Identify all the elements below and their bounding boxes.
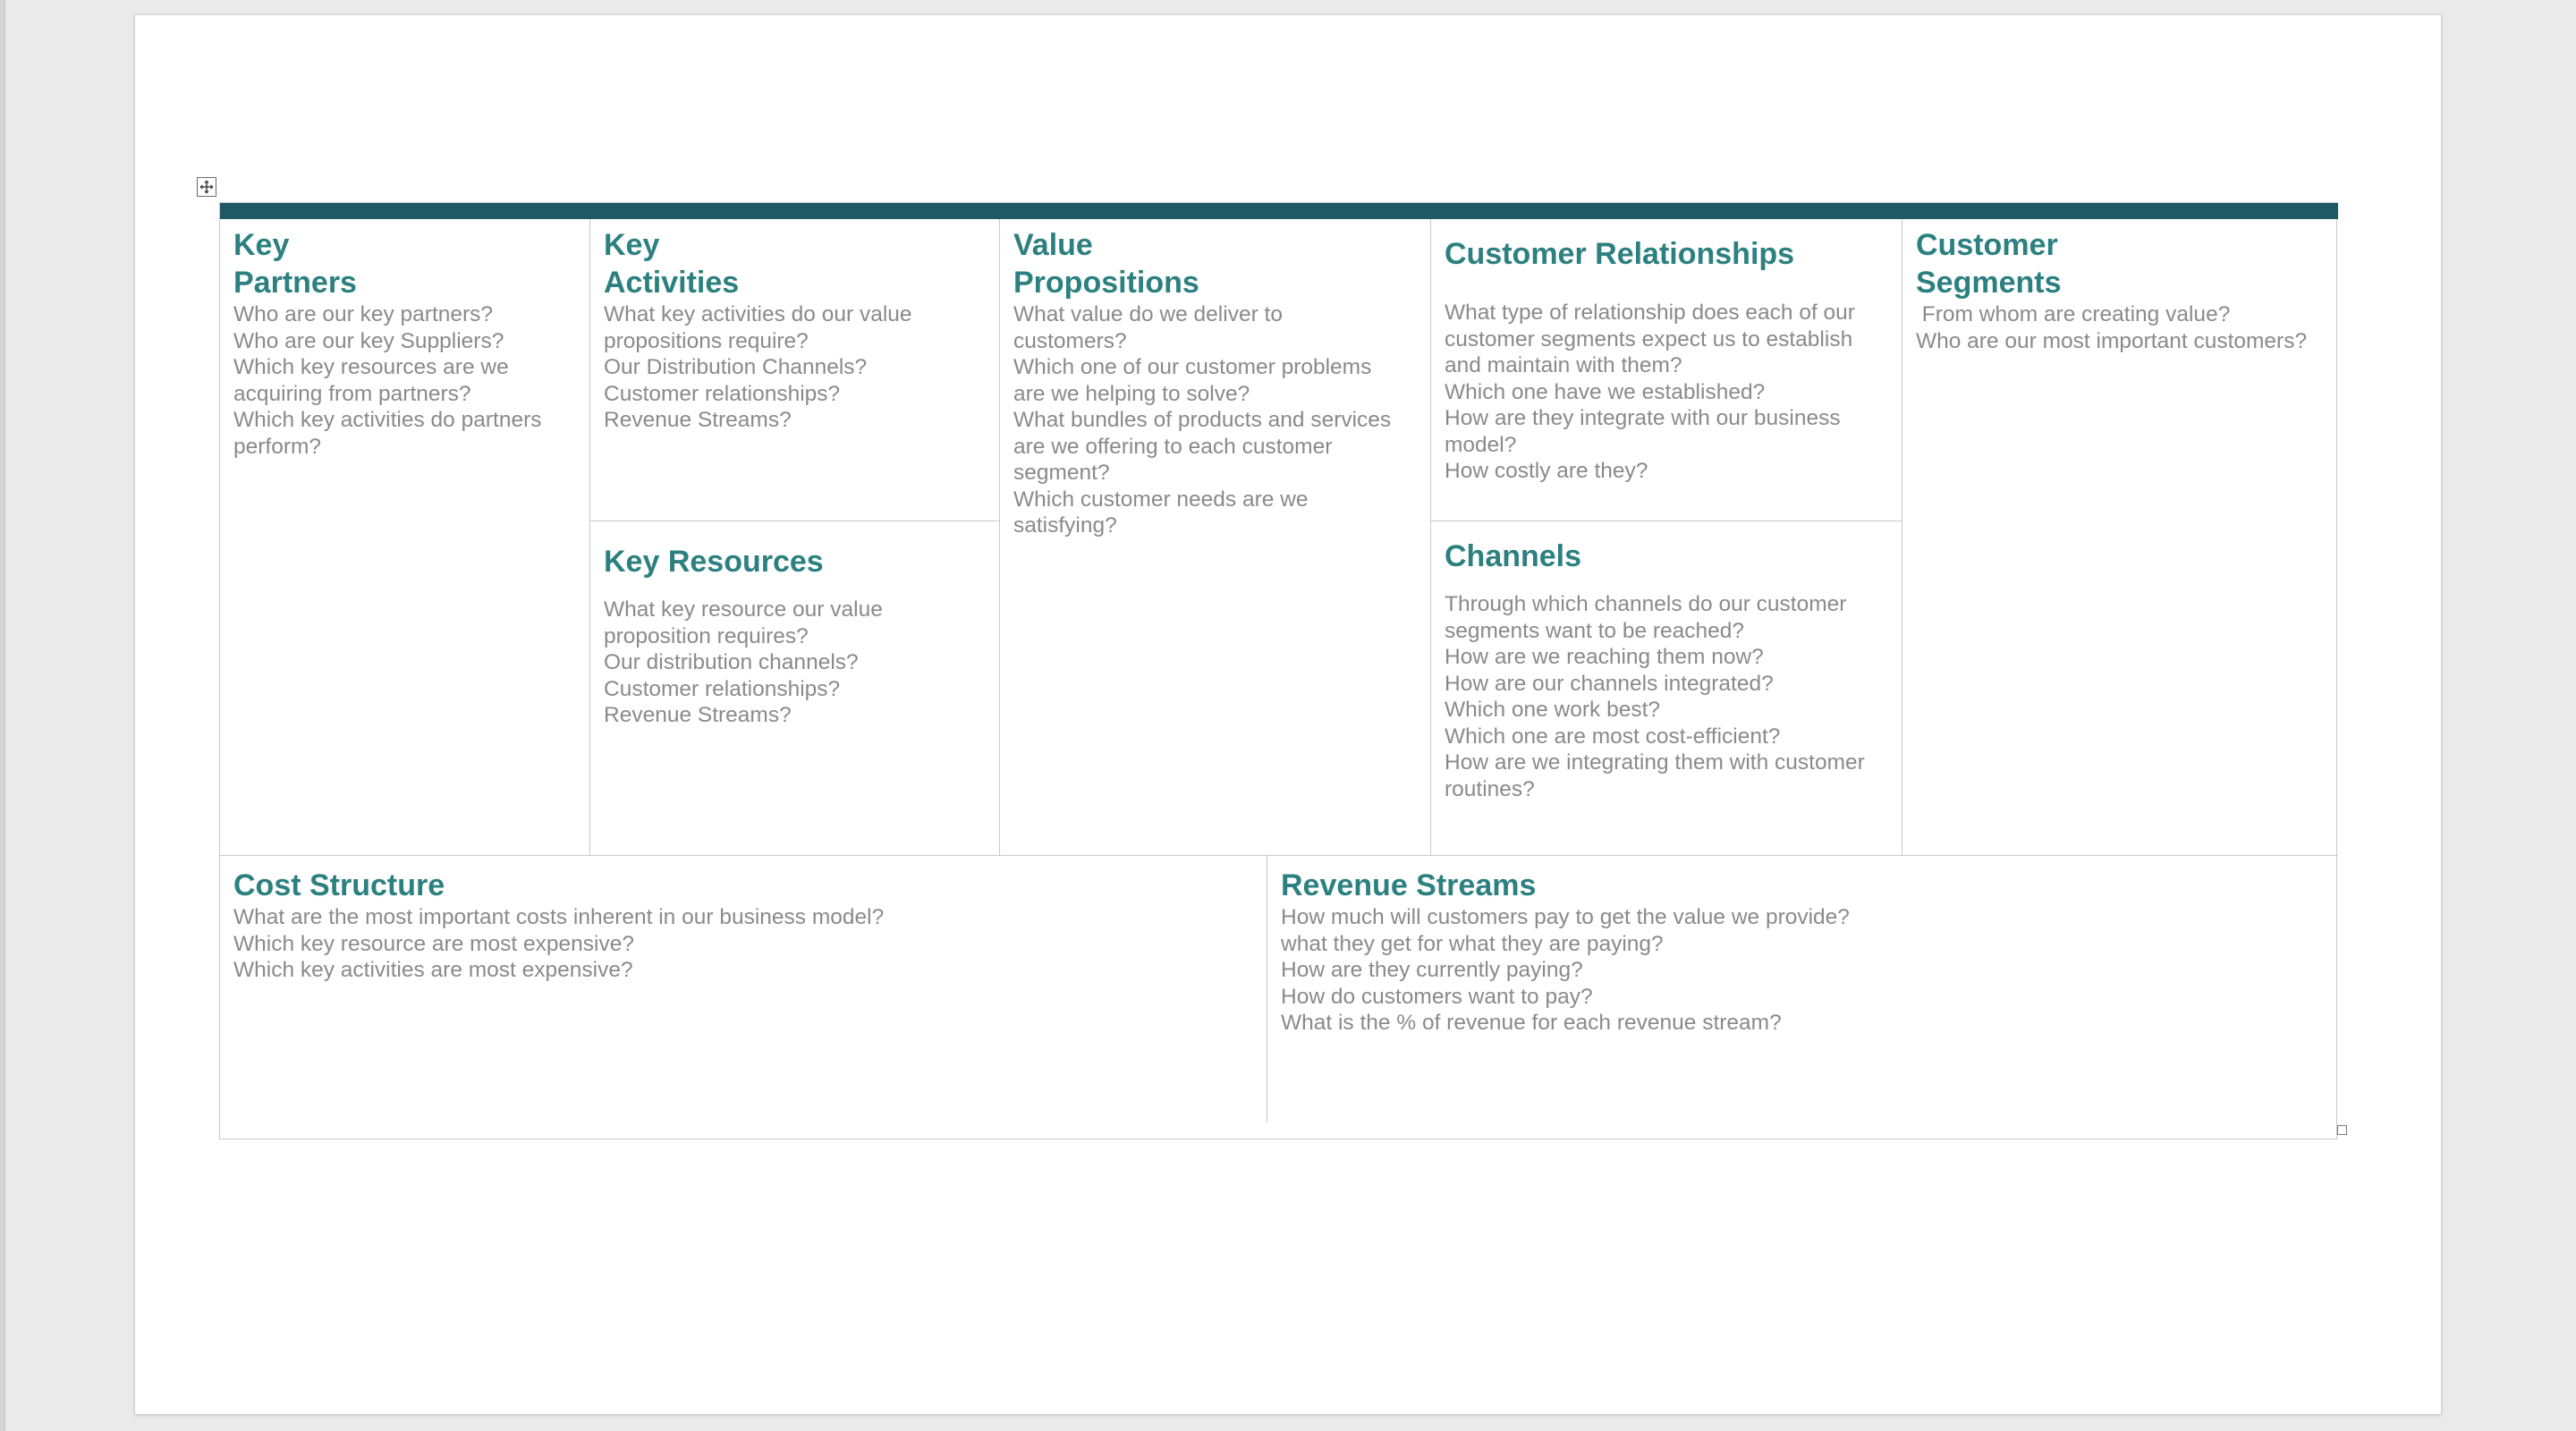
question-line: Revenue Streams? <box>604 408 792 432</box>
customer-relationships-questions <box>1445 300 1889 485</box>
value-propositions-questions <box>1013 301 1418 539</box>
question-line: segments want to be reached? <box>1445 618 1745 643</box>
question-line: What bundles of products and services <box>1013 408 1392 432</box>
question-line: what they get for what they are paying? <box>1281 931 1664 956</box>
question-line: What value do we deliver to <box>1013 302 1283 326</box>
question-line: Customer relationships? <box>604 381 841 406</box>
customer-relationships-heading: Customer Relationships <box>1445 237 1795 271</box>
question-line: Which one of our customer problems <box>1013 355 1372 379</box>
table-resize-handle[interactable] <box>2337 1125 2347 1135</box>
question-line: model? <box>1445 432 1517 457</box>
key-partners-cell[interactable] <box>220 219 590 856</box>
key-activities-heading: Key Activities <box>604 228 740 300</box>
channels-cell[interactable] <box>1431 521 1902 856</box>
question-line: How much will customers pay to get the value we provide? <box>1281 905 1850 929</box>
question-line: What key activities do our value <box>604 302 912 326</box>
cost-structure-heading: Cost Structure <box>233 868 445 902</box>
question-line: How are we integrating them with customer <box>1445 750 1865 775</box>
document-page[interactable] <box>134 14 2442 1415</box>
question-line: are we offering to each customer <box>1013 434 1333 459</box>
key-partners-heading: Key Partners <box>233 228 357 300</box>
key-partners-questions <box>233 301 577 460</box>
question-line: acquiring from partners? <box>233 381 471 406</box>
channels-heading: Channels <box>1445 539 1582 573</box>
question-line: How are we reaching them now? <box>1445 645 1764 669</box>
value-propositions-heading: Value Propositions <box>1013 228 1199 300</box>
question-line: Who are our most important customers? <box>1916 328 2308 353</box>
question-line: proposition requires? <box>604 623 809 648</box>
customer-segments-cell[interactable] <box>1902 219 2338 856</box>
business-model-canvas-table[interactable] <box>219 202 2337 1139</box>
revenue-streams-heading: Revenue Streams <box>1281 868 1537 902</box>
table-move-handle[interactable] <box>197 177 216 197</box>
customer-segments-heading: Customer Segments <box>1916 228 2062 300</box>
question-line: What is the % of revenue for each revenue stream? <box>1281 1011 1782 1035</box>
question-line: What key resource our value <box>604 597 883 622</box>
move-arrows-icon <box>199 180 214 194</box>
channels-questions <box>1445 591 1889 802</box>
question-line: customer segments expect us to establish <box>1445 326 1853 351</box>
cost-structure-questions <box>233 904 1253 984</box>
key-activities-cell[interactable] <box>590 219 1000 521</box>
question-line: and maintain with them? <box>1445 353 1682 377</box>
question-line: How are they currently paying? <box>1281 958 1583 982</box>
question-line: How do customers want to pay? <box>1281 984 1593 1009</box>
question-line: are we helping to solve? <box>1013 381 1250 406</box>
question-line: Our distribution channels? <box>604 650 859 674</box>
question-line: How costly are they? <box>1445 459 1648 483</box>
question-line: routines? <box>1445 776 1535 801</box>
question-line: Which one are most cost-efficient? <box>1445 724 1781 749</box>
key-resources-heading: Key Resources <box>604 545 824 579</box>
customer-segments-questions <box>1916 301 2326 354</box>
question-line: segment? <box>1013 461 1110 485</box>
revenue-streams-cell[interactable] <box>1267 856 2338 1122</box>
question-line: Our Distribution Channels? <box>604 355 868 379</box>
bottom-row <box>220 856 2338 1122</box>
question-line: Which key activities do partners <box>233 408 542 432</box>
question-line: customers? <box>1013 328 1127 353</box>
question-line: Which one work best? <box>1445 698 1661 722</box>
question-line: From whom are creating value? <box>1916 302 2231 326</box>
question-line: What are the most important costs inherent in our business model? <box>233 905 885 929</box>
question-line: Revenue Streams? <box>604 703 792 727</box>
key-resources-cell[interactable] <box>590 521 1000 856</box>
question-line: What type of relationship does each of our <box>1445 301 1855 325</box>
question-line: propositions require? <box>604 328 809 353</box>
question-line: Who are our key partners? <box>233 302 494 326</box>
question-line: Which customer needs are we <box>1013 487 1309 512</box>
header-color-bar <box>220 203 2338 219</box>
cost-structure-cell[interactable] <box>220 856 1267 1122</box>
question-line: Through which channels do our customer <box>1445 592 1847 616</box>
question-line: Which one have we established? <box>1445 379 1766 404</box>
question-line: Which key resource are most expensive? <box>233 931 634 956</box>
key-activities-questions <box>604 301 987 434</box>
question-line: Customer relationships? <box>604 676 841 701</box>
window-edge <box>0 0 5 1431</box>
question-line: Which key activities are most expensive? <box>233 958 633 982</box>
question-line: How are our channels integrated? <box>1445 671 1774 696</box>
key-resources-questions <box>604 597 987 729</box>
value-propositions-cell[interactable] <box>1000 219 1431 856</box>
question-line: How are they integrate with our business <box>1445 406 1841 430</box>
question-line: Who are our key Suppliers? <box>233 328 504 353</box>
question-line: perform? <box>233 434 322 459</box>
question-line: Which key resources are we <box>233 355 509 379</box>
customer-relationships-cell[interactable] <box>1431 219 1902 521</box>
revenue-streams-questions <box>1281 904 2325 1037</box>
question-line: satisfying? <box>1013 513 1117 538</box>
